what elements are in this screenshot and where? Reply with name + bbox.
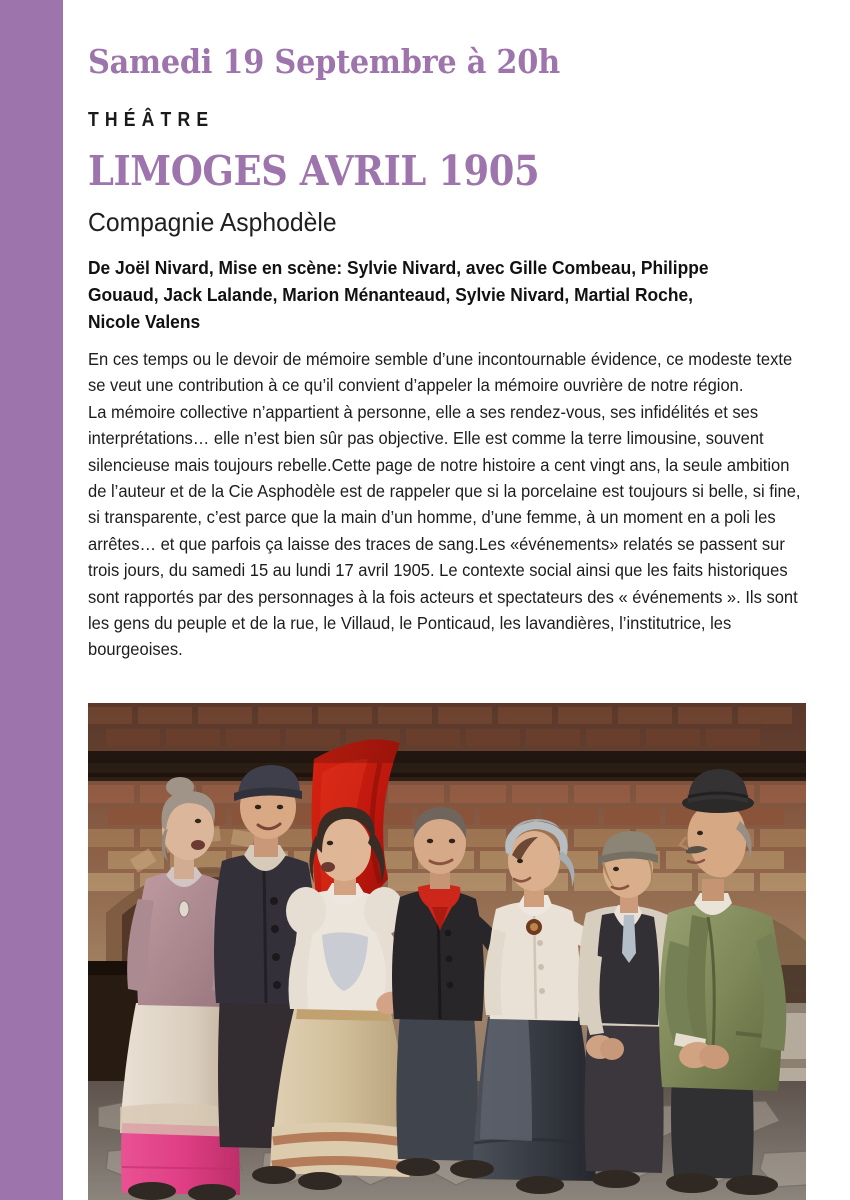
description-paragraph-1: En ces temps ou le devoir de mémoire semble d’une incontournable évidence, ce modeste texte se veut une contribution à ce qu’il convient d’appeler la mémoire ouvrière de notre région. xyxy=(88,349,793,396)
event-date: Samedi 19 Septembre à 20h xyxy=(88,42,560,81)
production-photo xyxy=(88,703,806,1200)
genre-label: THÉÂTRE xyxy=(88,109,215,131)
description-paragraph-2: La mémoire collective n’appartient à personne, elle a ses rendez-vous, ses infidélités et ses interprétations… elle n’est bien sûr pas objective. Elle est comme la terre limousine, souvent silencieuse mais toujours rebelle.Cette page de notre histoire a cent vingt ans, la seule ambition de l’auteur et de la Cie Asphodèle est de rappeler que si la porcelaine est toujours si belle, si fine, si transparente, c’est parce que la main d’un homme, d’une femme, à un moment en a poli les arrêtes… et que parfois ça laisse des traces de sang.Les «événements» relatés se passent sur trois jours, du samedi 15 au lundi 17 avril 1905. Le contexte social ainsi que les faits historiques sont rapportés par des personnages à la fois acteurs et spectateurs des « événements ». Ils sont les gens du peuple et de la rue, le Villaud, le Ponticaud, les lavandières, l’institutrice, les bourgeoises. xyxy=(88,401,801,660)
company-name: Compagnie Asphodèle xyxy=(88,207,337,237)
cast-and-crew-credits: De Joël Nivard, Mise en scène: Sylvie Nivard, avec Gille Combeau, Philippe Gouaud, Jack Lalande, Marion Ménanteaud, Sylvie Nivard, Martial Roche, Nicole Valens xyxy=(88,257,709,332)
page-title: LIMOGES AVRIL 1905 xyxy=(88,147,540,195)
production-photo-illustration xyxy=(88,703,806,1200)
poster-content xyxy=(88,0,806,1200)
left-accent-bar xyxy=(0,0,63,1200)
show-description xyxy=(88,335,804,663)
